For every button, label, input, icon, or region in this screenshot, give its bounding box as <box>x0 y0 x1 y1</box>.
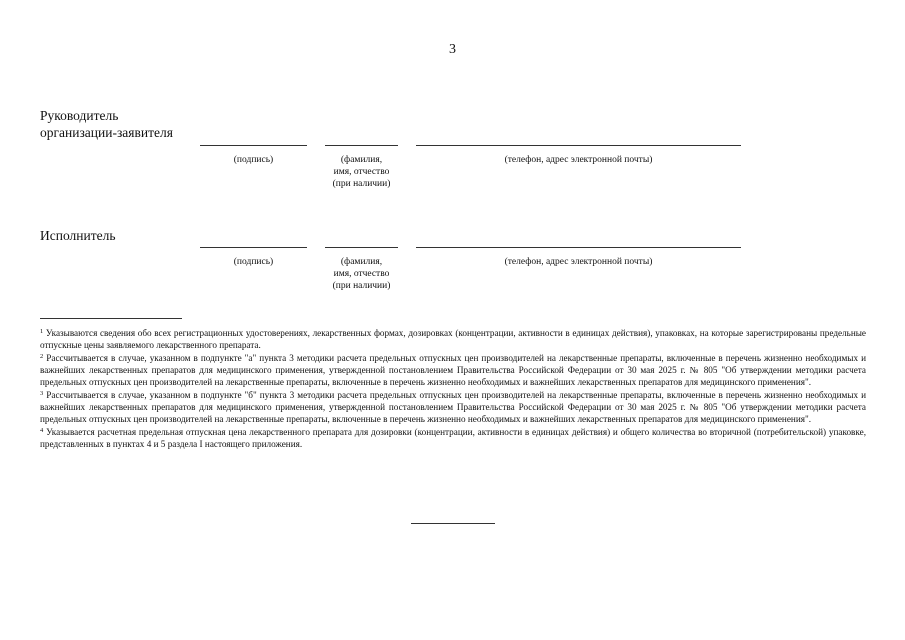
name-line[interactable] <box>325 145 398 146</box>
signature-caption: (подпись) <box>233 257 274 267</box>
footnotes <box>40 327 866 451</box>
footnote-text: Рассчитывается в случае, указанном в подпункте "а" пункта 3 методики расчета предельных отпускных цен производителей на лекарственные препараты, включенные в перечень жизненно необходимых и важнейших лекарственных препаратов для медицинского применения, утвержденной постановлением Правительства Российской Федерации от 30 мая 2025 г. № 805 "Об утверждении методики расчета предельных отпускных цен производителей на лекарственные препараты, включенные в перечень жизненно необходимых и важнейших лекарственных препаратов для медицинского применения". <box>40 353 867 387</box>
role-line: Руководитель <box>40 108 119 123</box>
signature-caption: (подпись) <box>233 155 274 165</box>
page-number: 3 <box>449 42 456 57</box>
footnote-text: Указываются сведения обо всех регистрационных удостоверениях, лекарственных формах, дозировках (концентрации, активности в единицах действия), упаковках, на которые зарегистрированы предельные отпускные цены заявляемого лекарственного препарата. <box>40 328 867 350</box>
footnote <box>40 426 866 450</box>
footnote-mark: 2 <box>40 353 44 360</box>
name-caption-line: (фамилия, <box>340 257 383 267</box>
footnote-separator <box>40 318 182 319</box>
footnote <box>40 352 866 388</box>
role-line: организации-заявителя <box>40 125 173 140</box>
contact-caption: (телефон, адрес электронной почты) <box>504 257 653 267</box>
signature-line[interactable] <box>200 247 307 248</box>
name-caption-line: имя, отчество <box>333 269 390 279</box>
name-caption <box>316 256 407 292</box>
role-head-of-applicant <box>40 107 173 141</box>
footnote-text: Рассчитывается в случае, указанном в подпункте "б" пункта 3 методики расчета предельных отпускных цен производителей на лекарственные препараты, включенные в перечень жизненно необходимых и важнейших лекарственных препаратов для медицинского применения, утвержденной постановлением Правительства Российской Федерации от 30 мая 2025 г. № 805 "Об утверждении методики расчета предельных отпускных цен производителей на лекарственные препараты, включенные в перечень жизненно необходимых и важнейших лекарственных препаратов для медицинского применения". <box>40 390 867 424</box>
end-of-page-line <box>411 523 495 524</box>
role-executor <box>40 227 116 244</box>
footnote-mark: 1 <box>40 328 44 335</box>
contact-caption: (телефон, адрес электронной почты) <box>504 155 653 165</box>
footnote <box>40 389 866 425</box>
role-line: Исполнитель <box>40 228 116 243</box>
name-caption-line: имя, отчество <box>333 167 390 177</box>
name-caption <box>316 154 407 190</box>
contact-line[interactable] <box>416 145 741 146</box>
name-caption-line: (при наличии) <box>332 281 391 291</box>
name-caption-line: (при наличии) <box>332 179 391 189</box>
contact-line[interactable] <box>416 247 741 248</box>
footnote-text: Указывается расчетная предельная отпускная цена лекарственного препарата для дозировки (концентрации, активности в единицах действия) и общего количества во вторичной (потребительской) упаковке, представленных в пунктах 4 и 5 раздела I настоящего приложения. <box>40 427 867 449</box>
name-line[interactable] <box>325 247 398 248</box>
footnote <box>40 327 866 351</box>
footnote-mark: 4 <box>40 427 44 434</box>
name-caption-line: (фамилия, <box>340 155 383 165</box>
footnote-mark: 3 <box>40 390 44 397</box>
signature-line[interactable] <box>200 145 307 146</box>
